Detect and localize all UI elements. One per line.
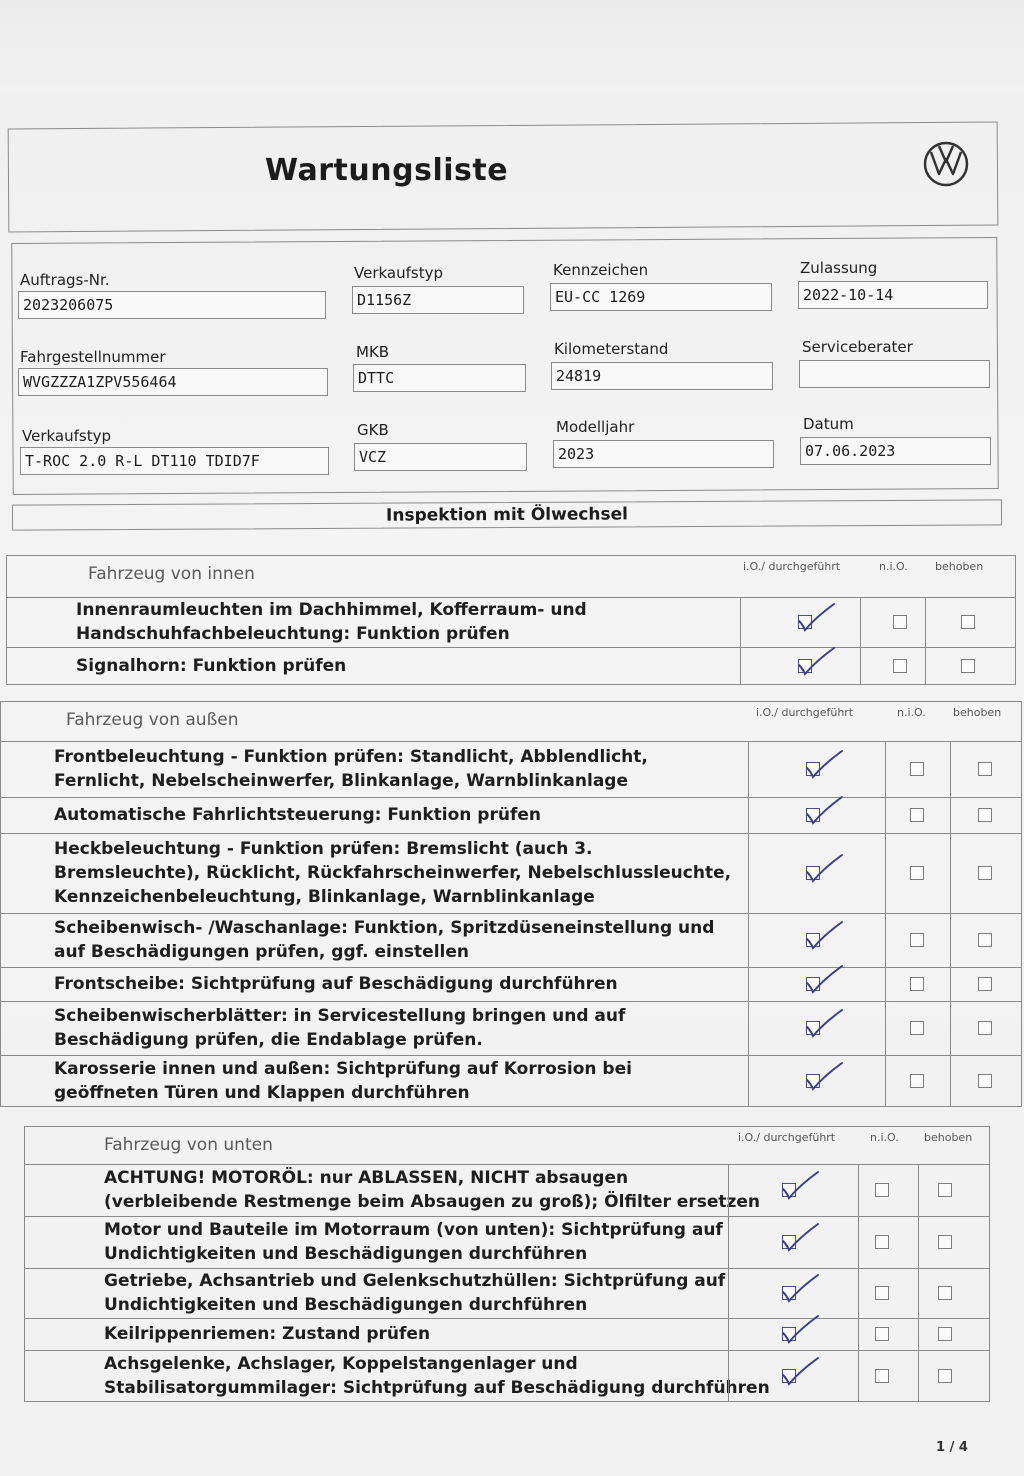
column-divider [885,797,886,833]
datum-label: Datum [803,415,854,433]
column-divider [918,1268,919,1318]
checkbox-nio[interactable] [910,1021,924,1035]
verkaufstyp-code-field: D1156Z [352,286,524,314]
checkbox-nio[interactable] [875,1235,889,1249]
column-header-io: i.O./ durchgeführt [743,560,841,573]
checkbox-behoben[interactable] [961,615,975,629]
column-divider [885,913,886,967]
checkbox-behoben[interactable] [938,1369,952,1383]
checkbox-behoben[interactable] [978,977,992,991]
column-divider [858,1268,859,1318]
fahrgestellnummer-field: WVGZZZA1ZPV556464 [18,368,328,396]
checklist-item-text: Scheibenwisch- /Waschanlage: Funktion, Spritzdüseneinstellung und [54,918,715,938]
vw-logo-icon [922,140,970,188]
column-header-io: i.O./ durchgeführt [756,706,854,719]
mkb-field: DTTC [353,364,526,392]
handwritten-check-icon [804,919,852,951]
checklist-item-text: Beschädigung prüfen, die Endablage prüfen. [54,1030,483,1050]
serviceberater-field [799,360,990,388]
gkb-field: VCZ [354,443,527,471]
column-divider [858,1164,859,1216]
handwritten-check-icon [780,1221,828,1253]
column-divider [925,647,926,685]
column-divider [918,1318,919,1350]
handwritten-check-icon [804,748,852,780]
checklist-item-text: Heckbeleuchtung - Funktion prüfen: Bremslicht (auch 3. [54,839,593,859]
column-divider [728,1216,729,1268]
column-divider [858,1350,859,1402]
column-divider [918,1216,919,1268]
checklist-item-text: Frontbeleuchtung - Funktion prüfen: Standlicht, Abblendlicht, [54,747,648,767]
checkbox-behoben[interactable] [978,808,992,822]
column-divider [748,1055,749,1107]
section-title: Fahrzeug von innen [88,564,255,584]
section-title: Fahrzeug von unten [104,1135,273,1155]
column-header-nio: n.i.O. [897,706,926,719]
column-divider [748,741,749,797]
checklist-item-text: auf Beschädigungen prüfen, ggf. einstellen [54,942,469,962]
column-divider [950,833,951,913]
column-divider [740,647,741,685]
verkaufstyp-name-field: T-ROC 2.0 R-L DT110 TDID7F [20,447,329,475]
checklist-item-text: Innenraumleuchten im Dachhimmel, Kofferraum- und [76,600,587,620]
checklist-item-text: Motor und Bauteile im Motorraum (von unten): Sichtprüfung auf [104,1220,723,1240]
handwritten-check-icon [804,852,852,884]
auftrags-nr-field: 2023206075 [18,291,326,319]
column-divider [858,1216,859,1268]
page-number: 1 / 4 [936,1440,968,1455]
column-header-io: i.O./ durchgeführt [738,1131,836,1144]
checkbox-nio[interactable] [875,1183,889,1197]
checklist-item-text: Undichtigkeiten und Beschädigungen durchführen [104,1244,588,1264]
zulassung-label: Zulassung [800,259,878,277]
column-divider [748,1001,749,1055]
column-divider [748,797,749,833]
column-divider [885,1001,886,1055]
column-header-nio: n.i.O. [879,560,908,573]
inspection-title: Inspektion mit Ölwechsel [12,499,1002,530]
checklist-item-text: ACHTUNG! MOTORÖL: nur ABLASSEN, NICHT absaugen [104,1168,629,1188]
checklist-item-text: Achsgelenke, Achslager, Koppelstangenlager und [104,1354,578,1374]
checklist-item-text: Stabilisatorgummilager: Sichtprüfung auf Beschädigung durchführen [104,1378,770,1398]
column-divider [748,967,749,1001]
checkbox-nio[interactable] [875,1327,889,1341]
column-divider [925,597,926,647]
column-divider [748,913,749,967]
checklist-item-text: Getriebe, Achsantrieb und Gelenkschutzhüllen: Sichtprüfung auf [104,1271,726,1291]
column-divider [950,913,951,967]
checkbox-behoben[interactable] [938,1286,952,1300]
checkbox-nio[interactable] [910,933,924,947]
auftrags-nr-label: Auftrags-Nr. [20,271,110,289]
handwritten-check-icon [780,1169,828,1201]
handwritten-check-icon [804,963,852,995]
checklist-item-text: (verbleibende Restmenge beim Absaugen zu groß); Ölfilter ersetzen [104,1192,761,1212]
column-divider [740,597,741,647]
checkbox-nio[interactable] [875,1286,889,1300]
mkb-label: MKB [356,343,390,361]
checkbox-nio[interactable] [875,1369,889,1383]
checkbox-behoben[interactable] [978,1021,992,1035]
checkbox-behoben[interactable] [961,659,975,673]
gkb-label: GKB [357,421,389,439]
checklist-item-text: Signalhorn: Funktion prüfen [76,656,347,676]
checkbox-behoben[interactable] [938,1327,952,1341]
column-divider [860,597,861,647]
checklist-item-text: Automatische Fahrlichtsteuerung: Funktion prüfen [54,805,541,825]
checklist-item-text: Undichtigkeiten und Beschädigungen durchführen [104,1295,588,1315]
zulassung-field: 2022-10-14 [798,281,988,309]
column-divider [918,1164,919,1216]
fahrgestellnummer-label: Fahrgestellnummer [20,348,166,366]
column-divider [748,833,749,913]
column-divider [885,833,886,913]
checkbox-behoben[interactable] [938,1235,952,1249]
handwritten-check-icon [804,1060,852,1092]
checkbox-behoben[interactable] [978,933,992,947]
modelljahr-field: 2023 [553,440,774,468]
checkbox-nio[interactable] [910,977,924,991]
handwritten-check-icon [804,1007,852,1039]
column-header-behoben: behoben [924,1131,973,1144]
column-divider [950,967,951,1001]
checklist-item-text: Fernlicht, Nebelscheinwerfer, Blinkanlage, Warnblinkanlage [54,771,628,791]
checklist-item-text: Handschuhfachbeleuchtung: Funktion prüfen [76,624,510,644]
checklist-item-text: Kennzeichenbeleuchtung, Blinkanlage, Warnblinkanlage [54,887,595,907]
handwritten-check-icon [804,794,852,826]
column-header-nio: n.i.O. [870,1131,899,1144]
column-divider [950,1001,951,1055]
checklist-item-text: Bremsleuchte), Rücklicht, Rückfahrscheinwerfer, Nebelschlussleuchte, [54,863,732,883]
kennzeichen-label: Kennzeichen [553,261,649,279]
kilometerstand-label: Kilometerstand [554,340,669,358]
checklist-item-text: Karosserie innen und außen: Sichtprüfung auf Korrosion bei [54,1059,632,1079]
datum-field: 07.06.2023 [800,437,991,465]
checkbox-nio[interactable] [910,762,924,776]
handwritten-check-icon [780,1272,828,1304]
handwritten-check-icon [796,601,844,633]
column-divider [728,1268,729,1318]
kennzeichen-field: EU-CC 1269 [550,283,772,311]
verkaufstyp-code-label: Verkaufstyp [354,264,443,282]
checkbox-behoben[interactable] [978,762,992,776]
column-divider [918,1350,919,1402]
handwritten-check-icon [780,1313,828,1345]
checkbox-behoben[interactable] [938,1183,952,1197]
kilometerstand-field: 24819 [551,362,773,390]
column-divider [728,1318,729,1350]
column-divider [950,797,951,833]
section-title: Fahrzeug von außen [66,710,239,730]
column-header-behoben: behoben [935,560,984,573]
handwritten-check-icon [796,645,844,677]
column-divider [728,1164,729,1216]
checkbox-nio[interactable] [910,1074,924,1088]
modelljahr-label: Modelljahr [556,418,635,436]
column-divider [885,967,886,1001]
column-divider [950,741,951,797]
checklist-item-text: geöffneten Türen und Klappen durchführen [54,1083,470,1103]
verkaufstyp-name-label: Verkaufstyp [22,427,111,445]
column-divider [950,1055,951,1107]
serviceberater-label: Serviceberater [802,338,913,356]
checklist-item-text: Keilrippenriemen: Zustand prüfen [104,1324,431,1344]
column-divider [885,741,886,797]
column-divider [858,1318,859,1350]
checkbox-nio[interactable] [910,808,924,822]
checkbox-nio[interactable] [893,659,907,673]
checkbox-nio[interactable] [910,866,924,880]
page-title: Wartungsliste [265,153,509,188]
checkbox-behoben[interactable] [978,1074,992,1088]
handwritten-check-icon [780,1355,828,1387]
column-divider [885,1055,886,1107]
column-divider [860,647,861,685]
column-header-behoben: behoben [953,706,1002,719]
checklist-item-text: Scheibenwischerblätter: in Servicestellung bringen und auf [54,1006,626,1026]
previous-page-strip [0,0,1024,92]
checkbox-behoben[interactable] [978,866,992,880]
column-divider [728,1350,729,1402]
checklist-item-text: Frontscheibe: Sichtprüfung auf Beschädigung durchführen [54,974,618,994]
checkbox-nio[interactable] [893,615,907,629]
